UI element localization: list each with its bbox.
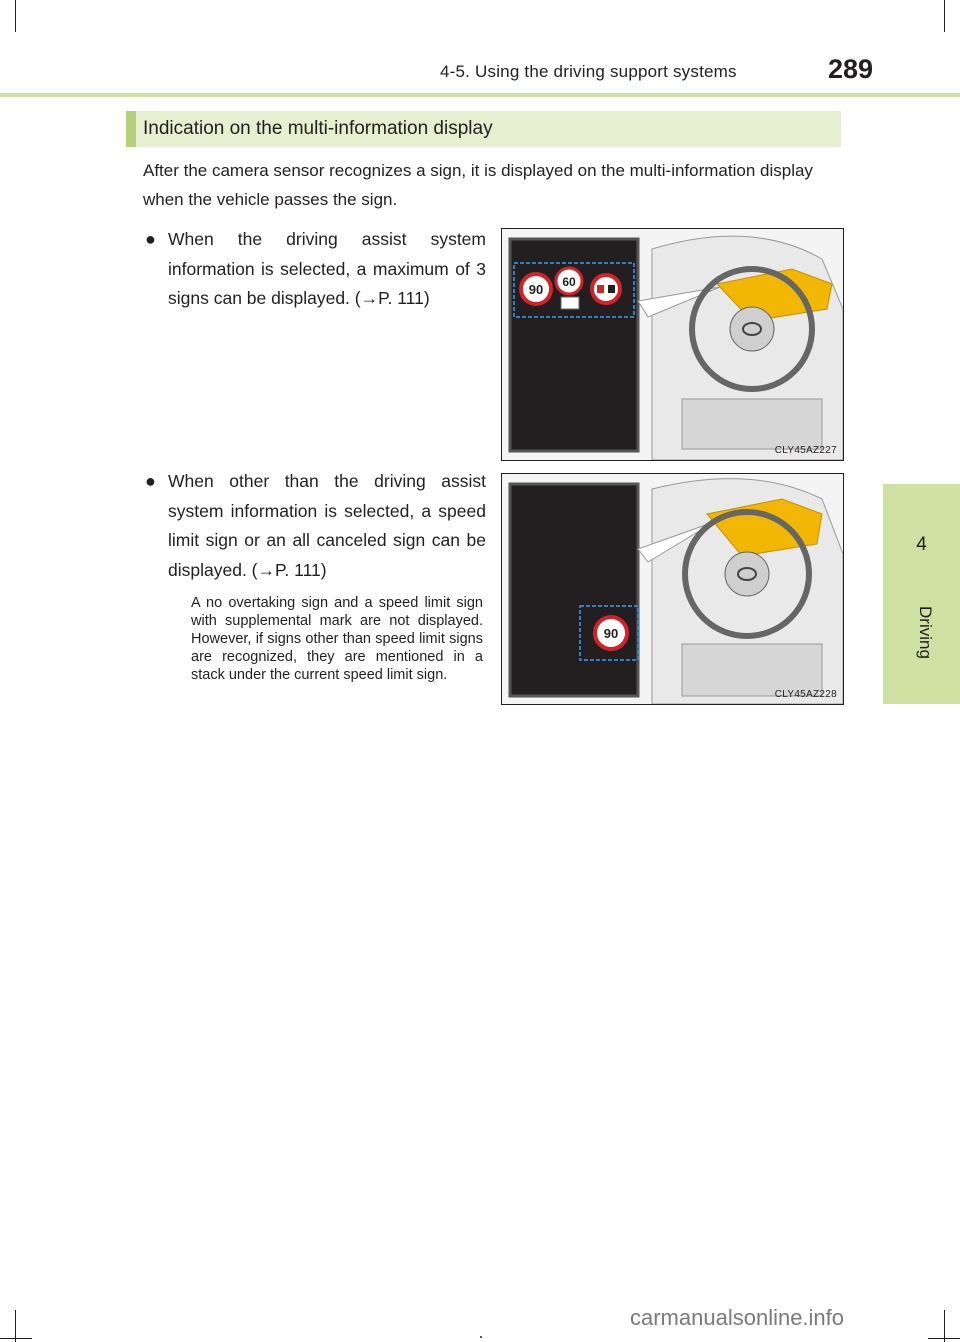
section-heading-bar — [126, 111, 136, 147]
figure-code: CLY45AZ228 — [774, 689, 837, 700]
speed-sign-label: 60 — [562, 275, 576, 289]
supplemental-mark-icon — [561, 297, 579, 309]
dashboard-illustration — [502, 474, 843, 704]
speed-sign-label: 90 — [528, 282, 544, 297]
bullet-icon: ● — [145, 229, 156, 249]
bullet-icon: ● — [145, 471, 156, 491]
steering-hub — [730, 307, 774, 351]
bullet-text: When the driving assist system information is selected, a maximum of 3 signs can be displayed. (→P. 111) — [168, 229, 486, 308]
bullet-text: When other than the driving assist system information is selected, a speed limit sign or an all canceled sign can be displayed. (→P. 111) — [168, 471, 486, 580]
bullet-item — [145, 467, 486, 585]
header-rule — [0, 93, 960, 97]
figure-code: CLY45AZ227 — [774, 445, 837, 456]
intro-paragraph: After the camera sensor recognizes a sign, it is displayed on the multi-information display when the vehicle passes the sign. — [143, 161, 813, 209]
running-header: 4-5. Using the driving support systems — [440, 62, 737, 81]
crop-mark — [944, 0, 945, 32]
crop-mark — [15, 0, 16, 32]
chapter-number: 4 — [916, 534, 927, 555]
section-heading — [126, 111, 841, 147]
chapter-label: Driving — [916, 606, 935, 659]
illustration-dashboard-three-signs — [501, 228, 844, 461]
speed-sign-label: 90 — [603, 626, 619, 641]
chapter-tab — [883, 484, 960, 704]
car-red-icon — [597, 285, 604, 293]
lower-dash — [682, 399, 822, 449]
illustration-dashboard-single-sign — [501, 473, 844, 705]
display-panel — [510, 484, 638, 696]
car-black-icon — [608, 285, 615, 293]
footer-mark — [480, 1336, 482, 1338]
crop-mark — [928, 1338, 960, 1339]
note-paragraph: A no overtaking sign and a speed limit sign with supplemental mark are not displayed. However, if signs other than speed limit signs are recognized, they are mentioned in a stack under the current speed limit sign. — [191, 595, 483, 683]
no-overtaking-sign-icon — [592, 275, 620, 303]
page-number: 289 — [828, 54, 874, 84]
steering-hub — [725, 552, 769, 596]
crop-mark — [0, 1338, 32, 1339]
dashboard-illustration — [502, 229, 843, 460]
section-title: Indication on the multi-information display — [143, 118, 493, 139]
bullet-item — [145, 225, 486, 314]
watermark: carmanualsonline.info — [630, 1305, 845, 1330]
